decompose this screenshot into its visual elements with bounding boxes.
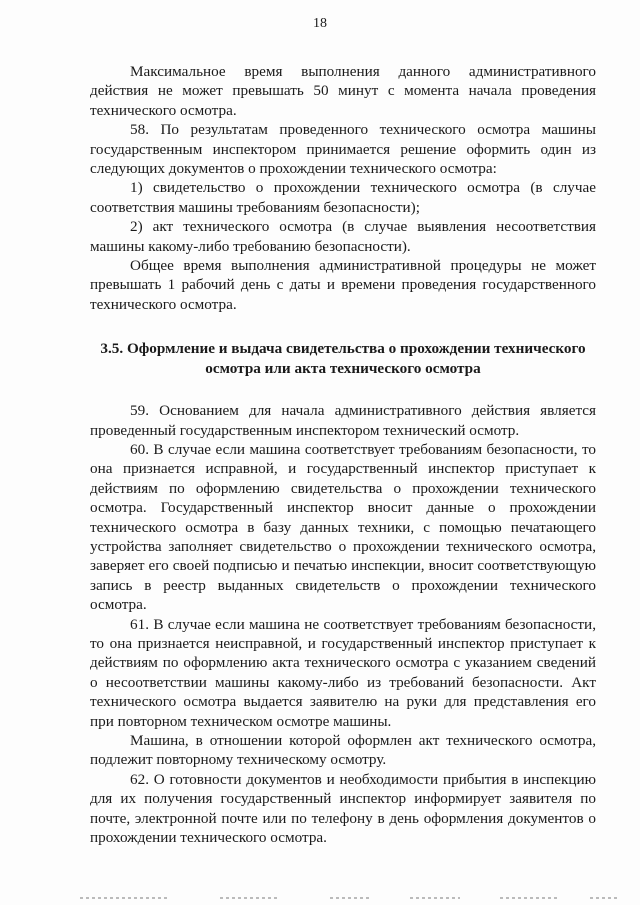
section-heading-line1: 3.5. Оформление и выдача свидетельства о прохождении технического xyxy=(100,340,586,358)
scan-artifact xyxy=(500,897,560,899)
paragraph-repeat-inspection: Машина, в отношении которой оформлен акт технического осмотра, подлежит повторному техническому осмотру. xyxy=(90,732,596,769)
scan-artifact xyxy=(330,897,370,899)
paragraph-58: 58. По результатам проведенного технического осмотра машины государственным инспектором принимается решение оформить один из следующих документов о прохождении технического осмотра: xyxy=(90,121,596,178)
paragraph-60: 60. В случае если машина соответствует требованиям безопасности, то она признается исправной, и государственный инспектор приступает к действиям по оформлению свидетельства о прохождении технического осмотра. Государственный инспектор вносит данные о прохождении технического осмотра в базу данных техники, с помощью печатающего устройства заполняет свидетельство о прохождении технического осмотра, заверяет его своей подписью и печатью инспекции, вносит соответствующую запись в реестр выданных свидетельств о прохождении технического осмотра. xyxy=(90,440,596,614)
section-heading xyxy=(90,339,596,378)
paragraph-total-time: Общее время выполнения административной процедуры не может превышать 1 рабочий день с даты и времени проведения государственного технического осмотра. xyxy=(90,257,596,313)
paragraph-max-time: Максимальное время выполнения данного административного действия не может превышать 50 минут с момента начала проведения технического осмотра. xyxy=(90,63,596,119)
scan-artifact xyxy=(220,897,280,899)
scan-artifact xyxy=(80,897,170,899)
document-body xyxy=(90,62,596,847)
paragraph-61: 61. В случае если машина не соответствует требованиям безопасности, то она признается неисправной, и государственный инспектор приступает к действиям по оформлению акта технического осмотра с указанием сведений о несоответствии машины какому-либо из требований безопасности. Акт технического осмотра выдается заявителю на руки для представления его при повторном техническом осмотре машины. xyxy=(90,615,596,730)
section-heading-line2: осмотра или акта технического осмотра xyxy=(205,359,481,377)
page-number: 18 xyxy=(313,16,327,31)
paragraph-62: 62. О готовности документов и необходимости прибытия в инспекцию для их получения государственный инспектор информирует заявителя по почте, электронной почте или по телефону в день оформления документов о прохождении технического осмотра. xyxy=(90,770,596,847)
scan-artifact xyxy=(590,897,620,899)
scan-artifact xyxy=(410,897,460,899)
list-item-certificate: 1) свидетельство о прохождении технического осмотра (в случае соответствия машины требованиям безопасности); xyxy=(90,179,596,216)
list-item-act: 2) акт технического осмотра (в случае выявления несоответствия машины какому-либо требованию безопасности). xyxy=(90,218,596,255)
paragraph-59: 59. Основанием для начала административного действия является проведенный государственным инспектором технический осмотр. xyxy=(90,402,596,439)
